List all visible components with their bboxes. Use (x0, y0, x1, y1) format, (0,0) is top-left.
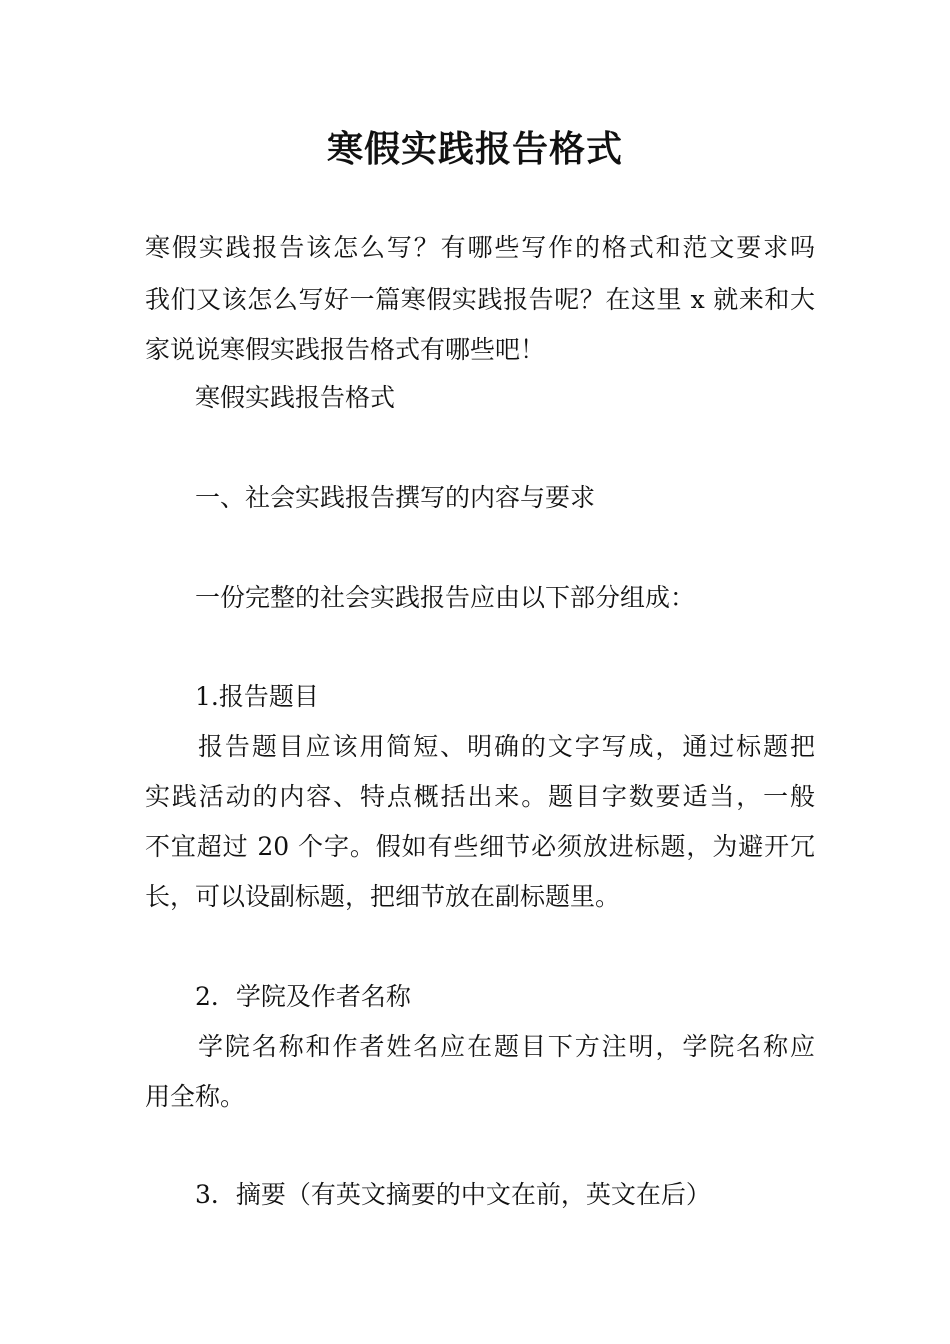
subtitle: 寒假实践报告格式 (195, 383, 396, 412)
item1-body-line-3: 不宜超过 20 个字。假如有些细节必须放进标题，为避开冗 (145, 832, 815, 861)
intro-line-1: 寒假实践报告该怎么写？有哪些写作的格式和范文要求吗 (145, 233, 815, 262)
intro-line-3: 家说说寒假实践报告格式有哪些吧！ (145, 335, 546, 364)
section1-lead: 一份完整的社会实践报告应由以下部分组成： (195, 583, 696, 612)
item2-body-line-1: 学院名称和作者姓名应在题目下方注明，学院名称应 (198, 1032, 815, 1061)
item1-heading: 1.报告题目 (195, 682, 319, 711)
document-title: 寒假实践报告格式 (326, 129, 623, 170)
item1-body-line-2: 实践活动的内容、特点概括出来。题目字数要适当，一般 (145, 782, 815, 811)
item1-body-line-4: 长，可以设副标题，把细节放在副标题里。 (145, 882, 621, 911)
section1-heading: 一、社会实践报告撰写的内容与要求 (195, 483, 596, 512)
item1-body-line-1: 报告题目应该用简短、明确的文字写成，通过标题把 (198, 732, 815, 761)
item3-heading: 3．摘要（有英文摘要的中文在前，英文在后） (195, 1180, 711, 1209)
item2-body-line-2: 用全称。 (145, 1082, 246, 1111)
item2-heading: 2．学院及作者名称 (195, 982, 411, 1011)
intro-line-2: 我们又该怎么写好一篇寒假实践报告呢？在这里 x 就来和大 (145, 285, 815, 314)
